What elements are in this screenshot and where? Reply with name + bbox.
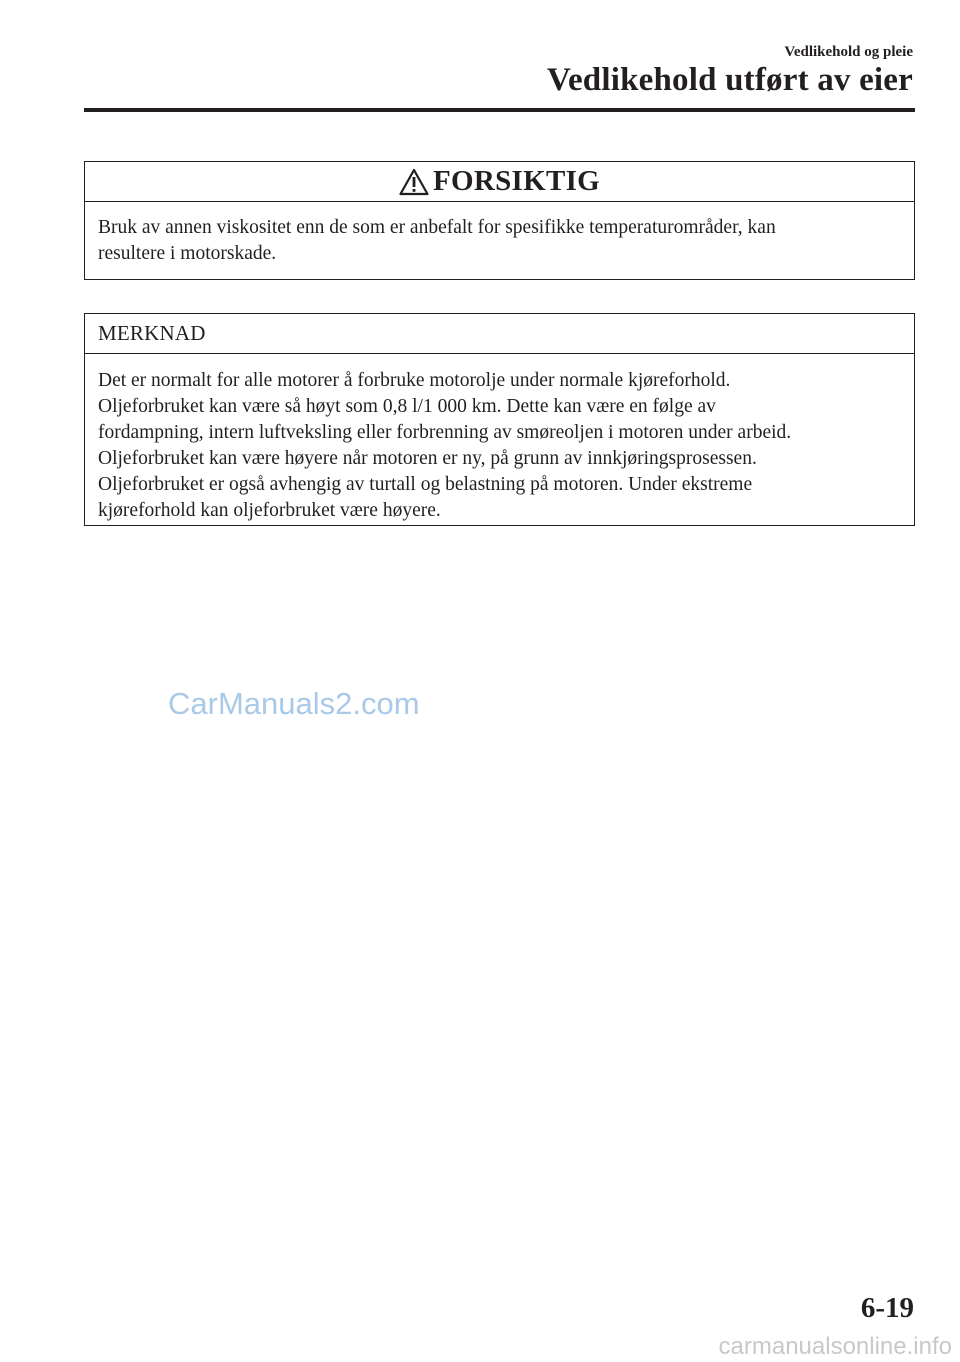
caution-line: resultere i motorskade. <box>98 243 277 264</box>
note-line: Oljeforbruket kan være så høyt som 0,8 l/1 000 km. Dette kan være en følge av <box>98 396 716 417</box>
note-line: Oljeforbruket er også avhengig av turtall og belastning på motoren. Under ekstreme <box>98 474 753 495</box>
header-rule <box>84 108 915 112</box>
note-title: MERKNAD <box>98 321 206 345</box>
caution-title: FORSIKTIG <box>432 165 601 197</box>
footer-watermark: carmanualsonline.info <box>718 1333 952 1360</box>
warning-triangle-icon <box>399 168 429 196</box>
note-line: kjøreforhold kan oljeforbruket være høyere. <box>98 500 441 521</box>
caution-text <box>85 202 914 267</box>
caution-box <box>84 161 915 280</box>
note-line: Det er normalt for alle motorer å forbruke motorolje under normale kjøreforhold. <box>98 370 731 391</box>
caution-line: Bruk av annen viskositet enn de som er anbefalt for spesifikke temperaturområder, kan <box>98 217 776 238</box>
section-title: Vedlikehold og pleie <box>784 44 913 60</box>
watermark: CarManuals2.com <box>168 686 420 721</box>
caution-header <box>85 162 914 202</box>
note-box <box>84 313 915 526</box>
page-number: 6-19 <box>860 1292 914 1324</box>
note-header <box>85 314 914 354</box>
note-line: fordampning, intern luftveksling eller forbrenning av smøreoljen i motoren under arbeid. <box>98 422 792 443</box>
note-text <box>85 354 914 524</box>
note-line: Oljeforbruket kan være høyere når motoren er ny, på grunn av innkjøringsprosessen. <box>98 448 757 469</box>
chapter-title: Vedlikehold utført av eier <box>546 62 913 98</box>
